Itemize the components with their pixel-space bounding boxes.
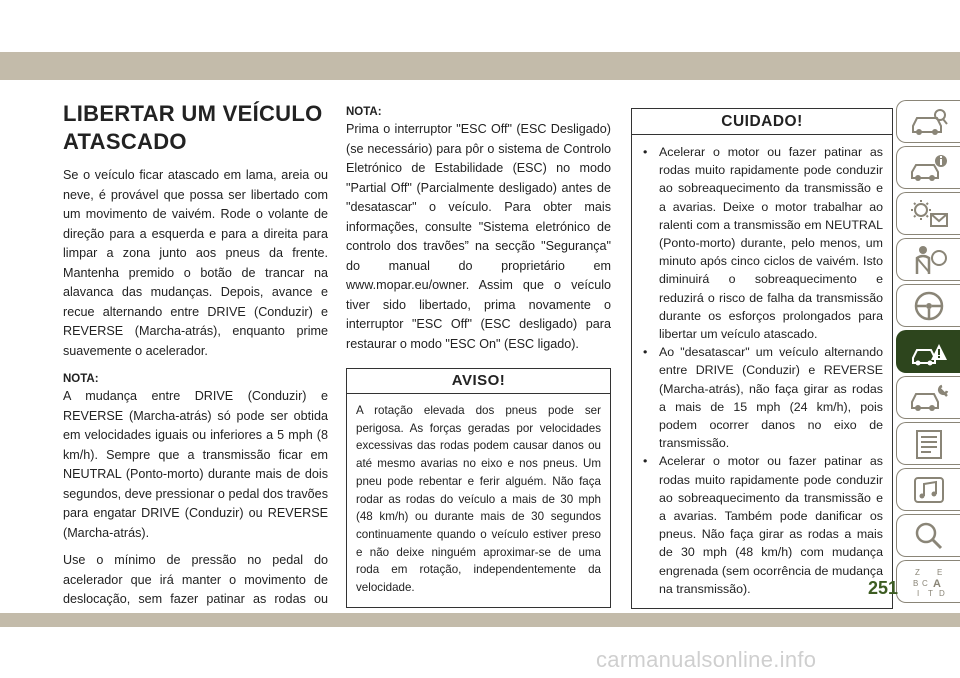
- tab-car-service[interactable]: [896, 376, 960, 419]
- caution-item: • Acelerar o motor ou fazer patinar as rodas muito rapidamente pode conduzir ao sobreaquecimento da transmissão e a avarias. Também pode danificar os pneus. Não faça girar as rodas a mais de 30 mph (48 km/h) com mudança engrenada (sem ocorrência de mudança na transmissão).: [641, 452, 883, 598]
- car-service-icon: [909, 382, 949, 414]
- caution-item: • Acelerar o motor ou fazer patinar as rodas muito rapidamente pode conduzir ao sobreaquecimento da transmissão e a avarias. Deixe o motor trabalhar ao ralenti com a transmissão em NEUTRAL (Ponto-morto) durante, pelo menos, um minuto após cinco ciclos de vaivém. Isto diminuirá o sobreaquecimento e reduzirá o risco de falha da transmissão durante os esforços prolongados para libertar um veículo atascado.: [641, 143, 883, 343]
- warning-box: [346, 368, 611, 608]
- column-left: [63, 100, 328, 629]
- caution-title: CUIDADO!: [632, 109, 892, 135]
- index-letter: E: [936, 567, 942, 577]
- tab-multimedia[interactable]: [896, 468, 960, 511]
- multimedia-icon: [909, 474, 949, 506]
- tab-steering-wheel[interactable]: [896, 284, 960, 327]
- chapter-tabs: [896, 100, 960, 606]
- warning-lights-icon: [909, 198, 949, 230]
- watermark: carmanualsonline.info: [596, 647, 817, 672]
- tab-warning-lights[interactable]: [896, 192, 960, 235]
- car-info-icon: [909, 152, 949, 184]
- note-text: A mudança entre DRIVE (Conduzir) e REVERSE (Marcha-atrás) só pode ser obtida em velocidades iguais ou inferiores a 5 mph (8 km/h). Sempre que a transmissão ficar em NEUTRAL (Ponto-morto) durante mais de dois segundos, deve pressionar o pedal dos travões para engatar DRIVE (Conduzir) ou REVERSE (Marcha-atrás).: [63, 389, 328, 540]
- tab-car-inspection[interactable]: [896, 100, 960, 143]
- footer-stripe: [0, 613, 960, 627]
- column-middle: [346, 104, 611, 608]
- index-letter: D: [938, 588, 945, 598]
- intro-paragraph: Se o veículo ficar atascado em lama, areia ou neve, é provável que possa ser libertado com um movimento de vaivém. Rode o volante de direção para a esquerda e para a direita para limpar a zona junto aos pneus da frente. Mantenha premido o botão de trancar na alavanca das mudanças. Depois, avance e recue alternando entre DRIVE (Conduzir) e REVERSE (Marcha-atrás), enquanto prime suavemente o acelerador.: [63, 168, 328, 358]
- column-right: [631, 108, 893, 609]
- tab-search-index[interactable]: [896, 514, 960, 557]
- caution-item: • Ao "desatascar" um veículo alternando entre DRIVE (Conduzir) e REVERSE (Marcha-atrás), não faça girar as rodas a mais de 15 mph (24 km/h), pois podem ocorrer danos no eixo de transmissão.: [641, 343, 883, 452]
- note-label: NOTA:: [63, 373, 99, 385]
- page-number: 251: [867, 578, 898, 598]
- esc-note-text: Prima o interruptor "ESC Off" (ESC Desligado) (se necessário) para pôr o sistema de Controlo Eletrónico de Estabilidade (ESC) no modo "Partial Off" (Parcialmente desligado) antes de "desatascar" o veículo. Para obter mais informações, consulte "Sistema eletrónico de controlo dos travões” na secção "Segurança" do manual do proprietário em www.mopar.eu/owner. Assim que o veículo tiver sido libertado, prima novamente o interruptor "ESC Off" (ESC desligado) para restaurar o modo "ESC On" (ESC ligado).: [346, 122, 611, 351]
- car-inspection-icon: [909, 106, 949, 138]
- accelerator-paragraph: Use o mínimo de pressão no pedal do acelerador que irá manter o movimento de deslocação, sem fazer patinar as rodas ou: [63, 553, 328, 606]
- caution-list: [632, 135, 892, 608]
- search-index-icon: [909, 520, 949, 552]
- header-stripe: [0, 52, 960, 80]
- tab-seatbelt-airbag[interactable]: [896, 238, 960, 281]
- note-label: NOTA:: [346, 106, 382, 118]
- warning-text: A rotação elevada dos pneus pode ser perigosa. As forças geradas por velocidades excessivas das rodas podem causar danos ou até mesmo avarias no eixo e nos pneus. Um pneu pode rebentar e ferir alguém. Não faça rodar as rodas do veículo a mais de 30 mph (48 km/h) ou durante mais de 30 segundos continuamente quando o veículo estiver preso e não deixe ninguém aproximar-se de uma roda em rotação, independentemente da velocidade.: [356, 404, 601, 595]
- tab-car-info[interactable]: [896, 146, 960, 189]
- caution-box: [631, 108, 893, 609]
- top-margin: [0, 0, 960, 52]
- seatbelt-airbag-icon: [909, 244, 949, 276]
- warning-title: AVISO!: [347, 369, 610, 394]
- alphabet-index-icon: [909, 566, 949, 598]
- roadside-emergency-icon: [909, 336, 949, 368]
- tab-alphabet-index[interactable]: [896, 560, 960, 603]
- index-letter: B: [912, 578, 918, 588]
- specifications-list-icon: [909, 428, 949, 460]
- tab-specifications[interactable]: [896, 422, 960, 465]
- index-letter: C: [921, 578, 928, 588]
- section-heading: LIBERTAR UM VEÍCULO ATASCADO: [63, 101, 323, 154]
- tab-roadside-emergency[interactable]: [896, 330, 960, 373]
- index-letter: A: [932, 577, 941, 590]
- index-letter: Z: [914, 567, 920, 577]
- index-letter: I: [916, 588, 919, 598]
- steering-wheel-icon: [909, 290, 949, 322]
- index-letter: T: [927, 588, 933, 598]
